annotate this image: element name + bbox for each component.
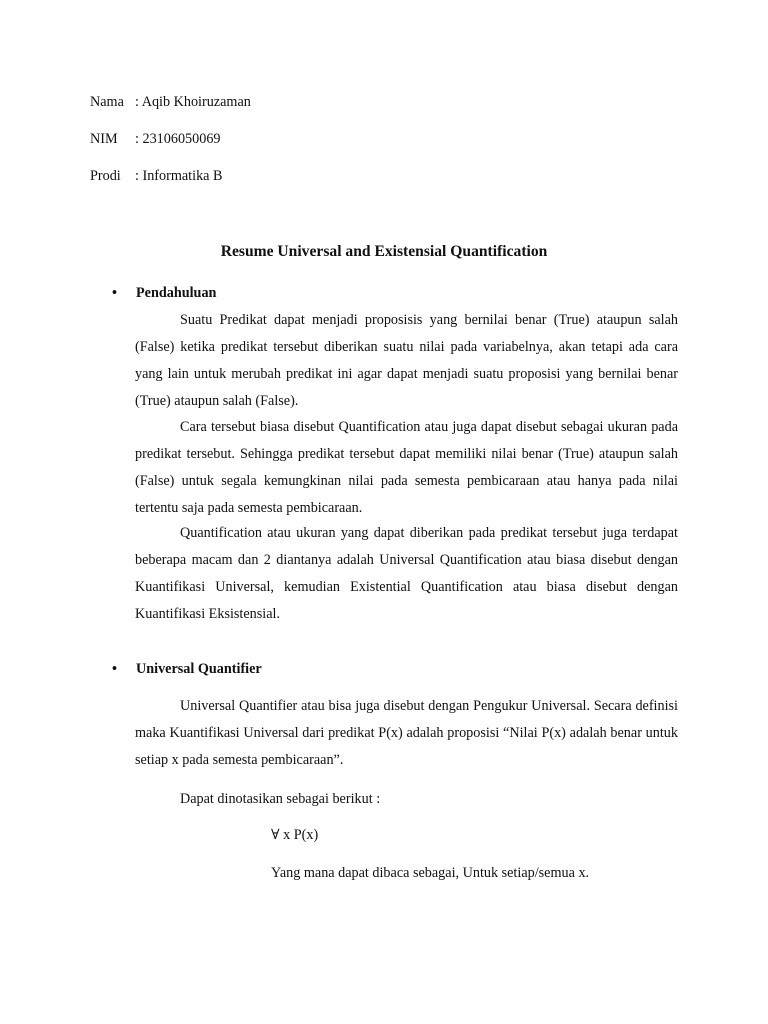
notation-formula: ∀ x P(x) — [271, 827, 319, 843]
paragraph-intro-3: Quantification atau ukuran yang dapat diberikan pada predikat tersebut juga terdapat beberapa macam dan 2 diantanya adalah Universal Quantification atau biasa disebut dengan Kuantifikasi Universal, kemudian Existential Quantification atau biasa disebut dengan Kuantifikasi Eksistensial. — [135, 525, 678, 622]
notation-reading: Yang mana dapat dibaca sebagai, Untuk setiap/semua x. — [271, 865, 590, 881]
paragraph-intro-2: Cara tersebut biasa disebut Quantification atau juga dapat disebut sebagai ukuran pada predikat tersebut. Sehingga predikat tersebut dapat memiliki nilai benar (True) ataupun salah (False) untuk segala kemungkinan nilai pada semesta pembicaraan atau hanya pada nilai tertentu saja pada semesta pembicaraan. — [135, 419, 678, 516]
section-title: Universal Quantifier — [136, 661, 262, 677]
prodi-label: Prodi — [90, 168, 121, 184]
paragraph-universal-definition: Universal Quantifier atau bisa juga disebut dengan Pengukur Universal. Secara definisi maka Kuantifikasi Universal dari predikat P(x) adalah proposisi “Nilai P(x) adalah benar untuk setiap x pada semesta pembicaraan”. — [135, 698, 678, 768]
name-label: Nama — [90, 94, 124, 110]
prodi-value: : Informatika B — [135, 168, 223, 184]
notation-intro: Dapat dinotasikan sebagai berikut : — [180, 791, 381, 807]
section-heading-universal-quantifier — [112, 659, 262, 679]
name-value: : Aqib Khoiruzaman — [135, 94, 251, 110]
prodi-row — [90, 166, 222, 186]
paragraph-intro-1: Suatu Predikat dapat menjadi proposisis yang bernilai benar (True) ataupun salah (False) ketika predikat tersebut diberikan suatu nilai pada variabelnya, akan tetapi ada cara yang lain untuk merubah predikat ini agar dapat menjadi suatu proposisi yang bernilai benar (True) ataupun salah (False). — [135, 312, 678, 409]
nim-row — [90, 129, 221, 149]
nim-label: NIM — [90, 131, 118, 147]
section-heading-pendahuluan — [112, 283, 216, 303]
bullet-icon: • — [112, 285, 117, 301]
document-title: Resume Universal and Existensial Quantification — [220, 243, 548, 260]
bullet-icon: • — [112, 661, 117, 677]
section-title: Pendahuluan — [136, 285, 217, 301]
name-row — [90, 92, 251, 112]
nim-value: : 23106050069 — [135, 131, 221, 147]
